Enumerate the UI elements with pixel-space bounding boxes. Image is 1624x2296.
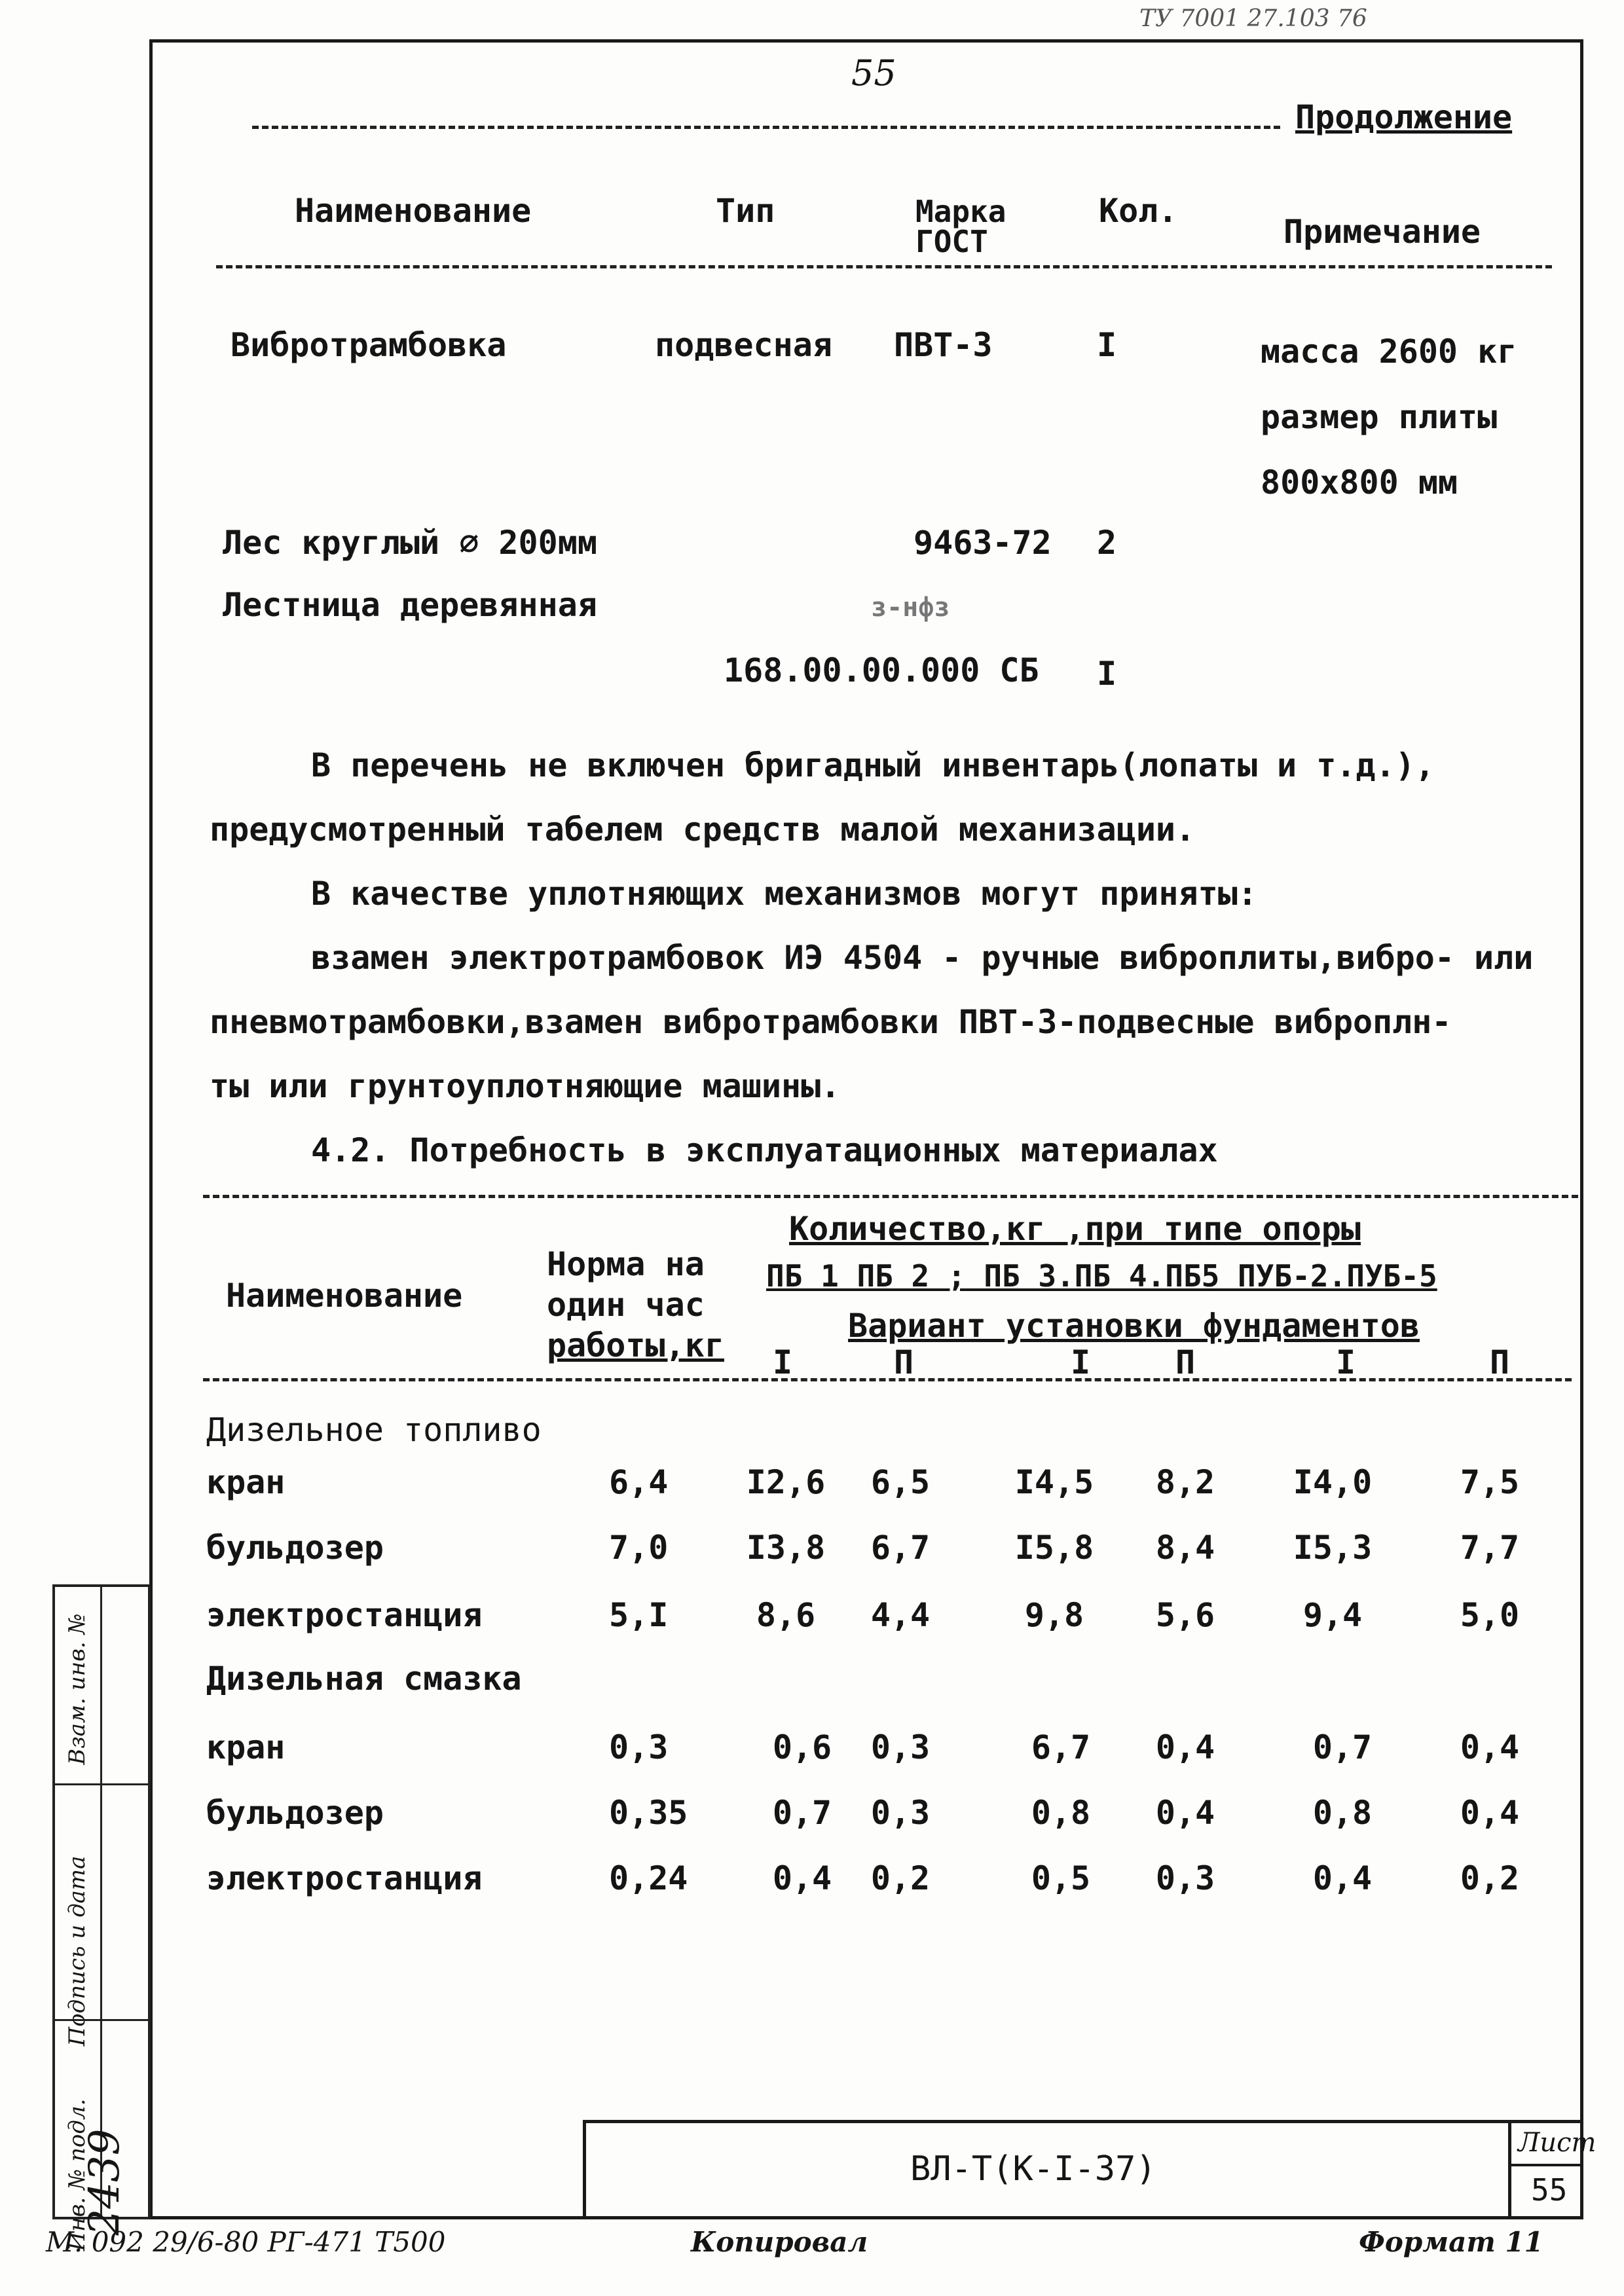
sheet-cell-divider [1511,2164,1580,2166]
variant-header: I [1335,1343,1356,1381]
row-value: 0,7 [1312,1728,1373,1766]
col-header-note: Примечание [1283,213,1481,251]
row-value: 0,3 [870,1794,931,1832]
col-header-type: Тип [716,192,775,230]
paragraph-line: предусмотренный табелем средств малой механизации. [210,811,1196,848]
paragraph-line: пневмотрамбовки,взамен вибротрамбовки ПВТ-3-подвесные виброплн- [210,1003,1452,1041]
fuel-col-header-variant: Вариант установки фундаментов [848,1307,1420,1345]
row-value: 6,5 [870,1463,931,1501]
col-header-mark-l1: Марка [915,194,1006,229]
row-value: 0,4 [1460,1728,1520,1766]
row-value: 9,8 [1024,1596,1084,1634]
sheet-label: Лист [1518,2128,1596,2158]
equip-row-name: Лес круглый ∅ 200мм [223,524,597,562]
col-header-mark [915,196,1006,257]
row-norm: 0,24 [609,1859,688,1897]
variant-header: П [1489,1343,1510,1381]
divider [203,1378,1572,1381]
fuel-col-header-types: ПБ 1 ПБ 2 ; ПБ 3.ПБ 4.ПБ5 ПУБ-2.ПУБ-5 [766,1258,1437,1294]
row-name: электростанция [206,1859,483,1897]
section-title: Дизельное топливо [206,1411,542,1449]
row-norm: 0,3 [609,1728,669,1766]
row-value: 6,7 [1031,1728,1091,1766]
frame-top [149,39,1583,43]
row-value: 0,7 [772,1794,832,1832]
stamp-inv-replace: Взам. инв. № [64,1613,90,1765]
row-value: 0,8 [1031,1794,1091,1832]
divider [216,265,1552,268]
row-value: 0,2 [1460,1859,1520,1897]
row-value: 7,7 [1460,1529,1520,1567]
equip-row-mark: з-нфз [871,592,950,623]
document-code: ВЛ-Т(К-I-37) [910,2149,1156,2189]
paragraph-line: В перечень не включен бригадный инвентарь(лопаты и т.д.), [311,746,1435,784]
equip-row-type: подвесная [655,326,832,364]
fuel-col-header-qty: Количество,кг ,при типе опоры [789,1210,1361,1248]
stamp-sign-date: Подпись и дата [64,1855,90,2047]
row-value: 5,0 [1460,1596,1520,1634]
equip-row-qty: I [1097,655,1117,693]
stamp-inv-number: 2439 [81,2128,129,2236]
row-value: I3,8 [746,1529,826,1567]
variant-header: I [1070,1343,1091,1381]
variant-header: П [1175,1343,1196,1381]
row-value: I4,0 [1293,1463,1373,1501]
row-norm: 0,35 [609,1794,688,1832]
row-name: кран [206,1728,286,1766]
row-value: 0,4 [1155,1794,1215,1832]
equip-row-note: масса 2600 кг [1261,333,1517,371]
row-norm: 6,4 [609,1463,669,1501]
row-value: I5,8 [1014,1529,1094,1567]
fuel-col-header-norm-l1: Норма на [547,1245,705,1283]
row-value: 0,4 [1312,1859,1373,1897]
row-norm: 7,0 [609,1529,669,1567]
col-header-mark-l2: ГОСТ [915,224,988,259]
row-name: бульдозер [206,1529,384,1567]
row-name: кран [206,1463,286,1501]
row-value: I5,3 [1293,1529,1373,1567]
variant-header: П [893,1343,914,1381]
equip-row-mark-code: 168.00.00.000 СБ [724,651,1039,689]
row-value: 8,4 [1155,1529,1215,1567]
row-value: 0,4 [772,1859,832,1897]
row-value: 5,6 [1155,1596,1215,1634]
paragraph-line: ты или грунтоуплотняющие машины. [210,1067,841,1105]
fuel-col-header-name: Наименование [226,1277,463,1315]
row-value: 6,7 [870,1529,931,1567]
row-value: I4,5 [1014,1463,1094,1501]
divider [203,1195,1578,1198]
equip-row-name: Лестница деревянная [223,586,597,624]
stamp-inv-orig: Инв. № подл. [64,2098,90,2251]
continuation-label: Продолжение [1295,98,1513,136]
frame-right [1580,39,1583,2219]
sheet-number: 55 [1531,2172,1568,2208]
equip-row-name: Вибротрамбовка [231,326,507,364]
row-norm: 5,I [609,1596,669,1634]
equip-row-qty: I [1097,326,1117,364]
col-header-name: Наименование [295,192,532,230]
row-value: 0,4 [1155,1728,1215,1766]
handwritten-page-number: 55 [851,52,896,94]
section-title: Дизельная смазка [206,1660,522,1698]
row-value: 0,3 [870,1728,931,1766]
row-value: I2,6 [746,1463,826,1501]
footer-format: Формат 11 [1359,2226,1543,2258]
paragraph-line: взамен электротрамбовок ИЭ 4504 - ручные виброплиты,вибро- или [311,939,1534,977]
row-value: 8,6 [756,1596,816,1634]
col-header-qty: Кол. [1099,192,1178,230]
row-value: 0,3 [1155,1859,1215,1897]
fuel-col-header-norm-l2: один час [547,1286,705,1324]
row-value: 9,4 [1302,1596,1363,1634]
equip-row-note: 800x800 мм [1261,464,1458,501]
equip-row-mark: 9463-72 [913,524,1052,562]
equip-row-note: размер плиты [1261,398,1498,436]
row-value: 0,8 [1312,1794,1373,1832]
variant-header: I [772,1343,793,1381]
row-value: 0,4 [1460,1794,1520,1832]
paragraph-line: В качестве уплотняющих механизмов могут приняты: [311,875,1257,913]
fuel-col-header-norm-l3: работы,кг [547,1326,724,1364]
row-value: 0,6 [772,1728,832,1766]
section-heading: 4.2. Потребность в эксплуатационных материалах [311,1131,1218,1169]
row-value: 8,2 [1155,1463,1215,1501]
footer-copied: Копировал [691,2226,868,2258]
footer-order: М. 092 29/6-80 РГ-471 Т500 [46,2226,446,2258]
equip-row-mark: ПВТ-3 [894,326,993,364]
row-name: электростанция [206,1596,483,1634]
equip-row-qty: 2 [1097,524,1117,562]
row-name: бульдозер [206,1794,384,1832]
divider [252,126,1280,129]
fuel-col-header-norm [547,1244,724,1366]
row-value: 7,5 [1460,1463,1520,1501]
row-value: 0,2 [870,1859,931,1897]
top-code: ТУ 7001 27.103 76 [1139,5,1367,32]
row-value: 0,5 [1031,1859,1091,1897]
row-value: 4,4 [870,1596,931,1634]
